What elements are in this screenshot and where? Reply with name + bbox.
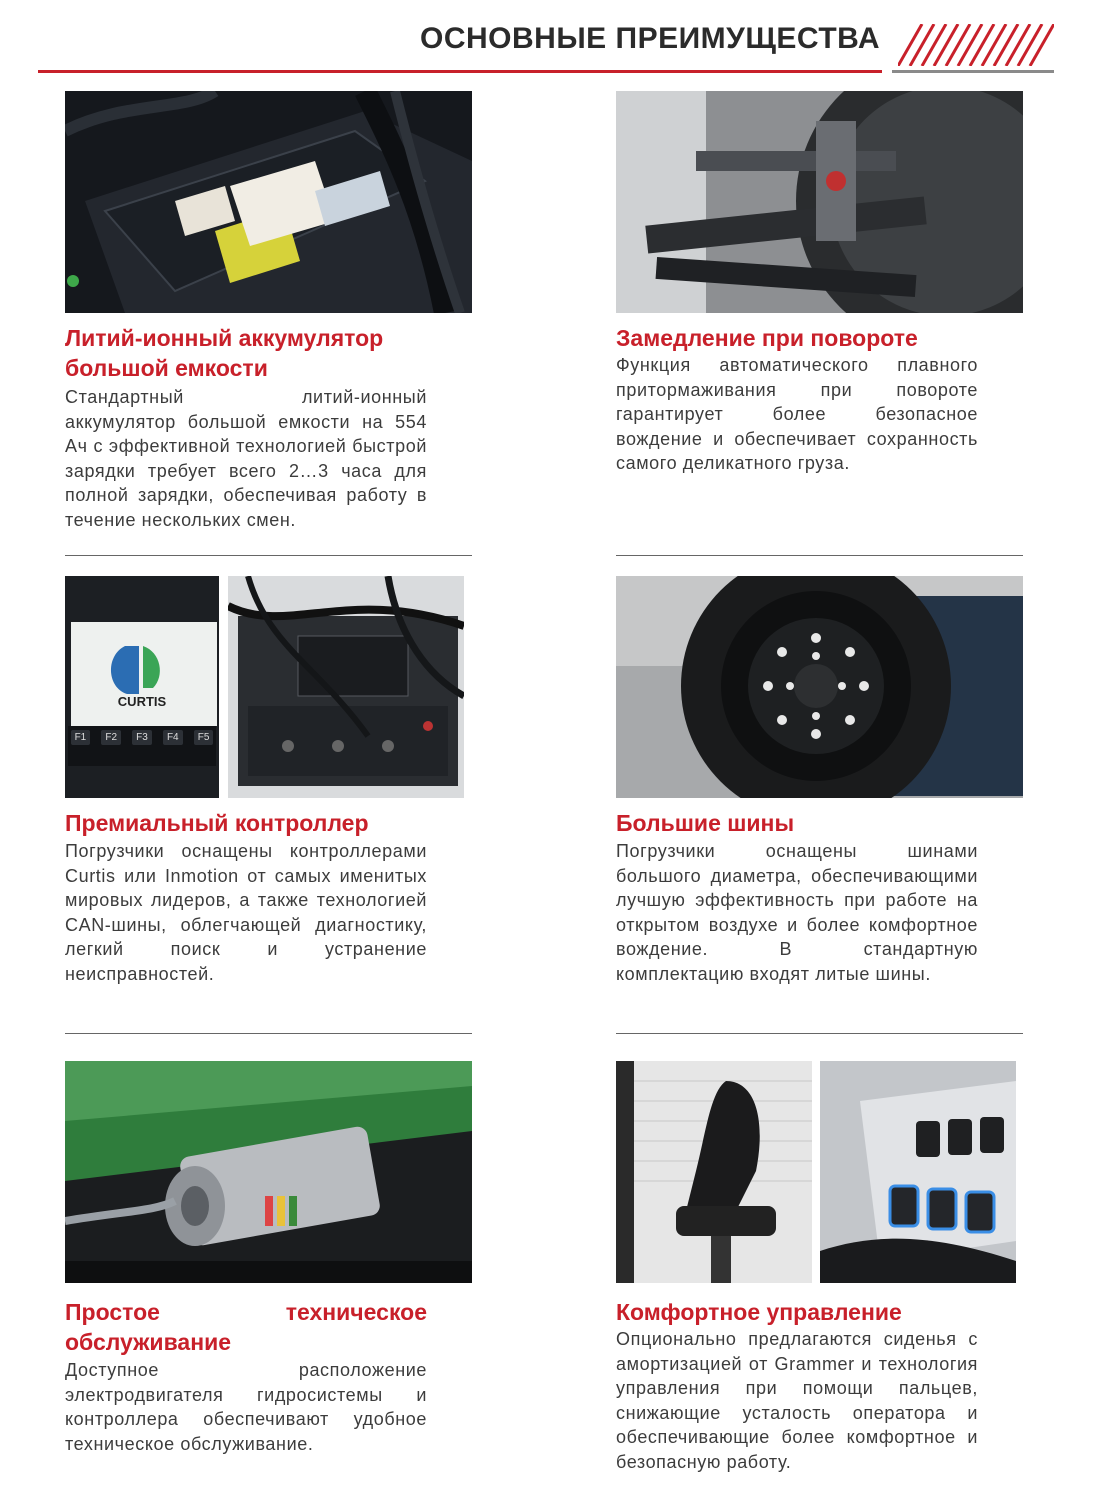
fingertip-controls-photo [820, 1061, 1016, 1283]
feature-title-battery: Литий-ионный аккумулятор большой емкости [65, 325, 384, 381]
feature-text-turn-slowdown: Функция автоматического плавного притормаживания при повороте гарантирует более безопасное вождение и обеспечивает сохранность самого деликатного груза. [616, 355, 978, 473]
feature-title-tires: Большие шины [616, 810, 795, 836]
function-key: F2 [101, 730, 121, 745]
feature-title-maintenance: Простое техническое обслуживание [65, 1299, 427, 1355]
function-key-row [65, 730, 219, 745]
header-hatch-decoration [898, 24, 1054, 66]
divider-row2-right [616, 1033, 1023, 1034]
divider-row1-right [616, 555, 1023, 556]
curtis-display-photo [65, 576, 219, 798]
divider-row2-left [65, 1033, 472, 1034]
large-tires-photo [616, 576, 1023, 798]
feature-title-turn-slowdown: Замедление при повороте [616, 325, 918, 351]
turn-slowdown-photo [616, 91, 1023, 313]
feature-title-comfort: Комфортное управление [616, 1299, 902, 1325]
header-red-rule [38, 70, 882, 73]
feature-text-battery: Стандартный литий-ионный аккумулятор большой емкости на 554 Ач с эффективной технологией быстрой зарядки требует всего 2…3 часа для полной зарядки, обеспечивая работу в течение нескольких смен. [65, 387, 427, 530]
function-key: F3 [132, 730, 152, 745]
battery-photo [65, 91, 472, 313]
feature-text-controller: Погрузчики оснащены контроллерами Curtis или Inmotion от самых именитых мировых лидеров, а также технологией CAN-шины, облегчающей диагностику, легкий поиск и устранение неисправностей. [65, 841, 427, 984]
grammer-seat-photo [616, 1061, 812, 1283]
feature-title-controller: Премиальный контроллер [65, 810, 369, 836]
function-key: F1 [71, 730, 91, 745]
divider-row1-left [65, 555, 472, 556]
feature-text-comfort: Опционально предлагаются сиденья с амортизацией от Grammer и технология управления при помощи пальцев, снижающие усталость оператора и обеспечивающие более комфортное и безопасную работу. [616, 1329, 978, 1472]
function-key: F4 [163, 730, 183, 745]
controller-wiring-photo [228, 576, 464, 798]
maintenance-motor-photo [65, 1061, 472, 1283]
header-grey-rule [892, 70, 1054, 73]
feature-text-maintenance: Доступное расположение электродвигателя гидросистемы и контроллера обеспечивают удобное техническое обслуживание. [65, 1360, 427, 1454]
function-key: F5 [194, 730, 214, 745]
feature-text-tires: Погрузчики оснащены шинами большого диаметра, обеспечивающими лучшую эффективность при работе на открытом воздухе и более комфортное вождение. В стандартную комплектацию входят литые шины. [616, 841, 978, 984]
curtis-logo-text: CURTIS [117, 694, 167, 709]
page-title: ОСНОВНЫЕ ПРЕИМУЩЕСТВА [419, 22, 880, 55]
